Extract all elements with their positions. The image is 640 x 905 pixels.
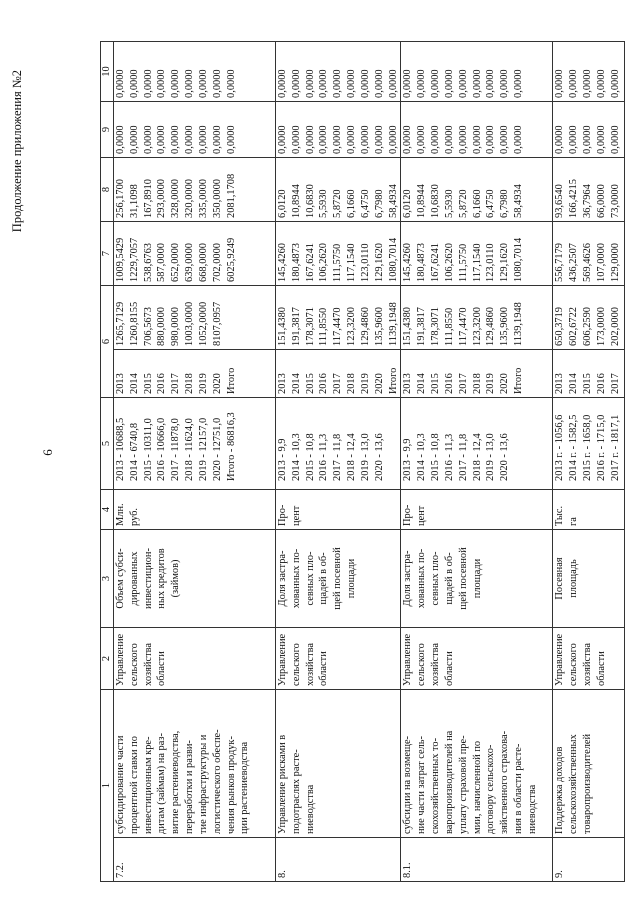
item-regional: 256,1700 31,1098 167,8910 293,0000 328,0000 320,0000 335,0000 350,0000 2081,1708 — [114, 157, 276, 221]
item-regional: 93,6540 166,4215 36,7964 66,0000 73,0000 — [553, 157, 625, 221]
col-header-3: 3 — [101, 529, 114, 627]
table-row — [276, 41, 401, 881]
item-unit: Про- цент — [401, 489, 553, 529]
col-header-7: 7 — [101, 221, 114, 285]
table-row — [114, 41, 276, 881]
item-target-values: 2013 - 10688,5 2014 - 6740,8 2015 - 10311,0 2016 - 10666,0 2017 - 11878,0 2018 - 11624,0 2019 - 12157,0 2020 - 12751,0 Итого - 86816,3 — [114, 397, 276, 489]
item-name: Управление рисками в подотраслях расте- ниеводства — [276, 689, 401, 837]
item-indicator: Доля застра- хованных по- севных пло- щадей в об- щей посевной площади — [276, 529, 401, 627]
item-number: 9. — [553, 838, 625, 882]
item-local: 0,0000 0,0000 0,0000 0,0000 0,0000 — [553, 101, 625, 157]
item-other: 0,0000 0,0000 0,0000 0,0000 0,0000 0,0000 0,0000 0,0000 0,0000 — [114, 41, 276, 101]
item-regional: 6,0120 10,8944 10,6830 5,5930 5,8720 6,1660 6,4750 6,7980 58,4934 — [276, 157, 401, 221]
item-total: 151,4380 191,3817 178,3071 111,8550 117,4470 123,3200 129,4860 135,9600 1139,1948 — [401, 285, 553, 349]
item-total: 151,4380 191,3817 178,3071 111,8550 117,4470 123,3200 129,4860 135,9600 1139,1948 — [276, 285, 401, 349]
item-years: 2013 2014 2015 2016 2017 2018 2019 2020 Итого — [401, 349, 553, 397]
item-executor: Управление сельского хозяйства области — [276, 627, 401, 689]
item-years: 2013 2014 2015 2016 2017 — [553, 349, 625, 397]
item-total: 650,3719 602,6722 606,2590 173,0000 202,0000 — [553, 285, 625, 349]
item-name: субсидирование части процентной ставки по инвестиционным кре- дитам (займам) на раз- витие растениеводства, переработки и разви- тие инфраструктуры и логистического обеспе- чения рынков продук- ции растениеводства — [114, 689, 276, 837]
program-table — [100, 41, 625, 882]
item-indicator: Объем субси- дированных инвестицион- ных кредитов (займов) — [114, 529, 276, 627]
page-number: 6 — [40, 449, 55, 456]
item-local: 0,0000 0,0000 0,0000 0,0000 0,0000 0,0000 0,0000 0,0000 0,0000 — [276, 101, 401, 157]
item-federal: 145,4260 180,4873 167,6241 106,2620 111,5750 117,1540 123,0110 129,1620 1080,7014 — [401, 221, 553, 285]
table-row — [401, 41, 553, 881]
item-indicator: Посевная площадь — [553, 529, 625, 627]
item-other: 0,0000 0,0000 0,0000 0,0000 0,0000 — [553, 41, 625, 101]
item-regional: 6,0120 10,8944 10,6830 5,5930 5,8720 6,1660 6,4750 6,7980 58,4934 — [401, 157, 553, 221]
item-name: Поддержка доходов сельскохозяйственных товаропроизводителей — [553, 689, 625, 837]
item-federal: 1009,5429 1229,7057 538,6763 587,0000 652,0000 639,0000 668,0000 702,0000 6025,9249 — [114, 221, 276, 285]
col-header-6: 6 — [101, 285, 114, 397]
item-number: 8. — [276, 838, 401, 882]
item-unit: Млн. руб. — [114, 489, 276, 529]
item-years: 2013 2014 2015 2016 2017 2018 2019 2020 Итого — [114, 349, 276, 397]
item-executor: Управление сельского хозяйства области — [401, 627, 553, 689]
item-unit: Тыс. га — [553, 489, 625, 529]
item-other: 0,0000 0,0000 0,0000 0,0000 0,0000 0,0000 0,0000 0,0000 0,0000 — [276, 41, 401, 101]
item-executor: Управление сельского хозяйства области — [114, 627, 276, 689]
item-target-values: 2013 - 9,9 2014 - 10,3 2015 - 10,8 2016 - 11,3 2017 - 11,8 2018 - 12,4 2019 - 13,0 2020 - 13,6 — [401, 397, 553, 489]
table-row — [553, 41, 625, 881]
item-federal: 556,7179 436,2507 569,4626 107,0000 129,0000 — [553, 221, 625, 285]
item-local: 0,0000 0,0000 0,0000 0,0000 0,0000 0,0000 0,0000 0,0000 0,0000 — [114, 101, 276, 157]
col-header-2: 2 — [101, 627, 114, 689]
item-unit: Про- цент — [276, 489, 401, 529]
item-target-values: 2013 г. - 1056,6 2014 г. - 1582,5 2015 г. - 1658,0 2016 г. - 1715,0 2017 г. - 1817,1 — [553, 397, 625, 489]
item-name: субсидии на возмеще- ние части затрат сель- скохозяйственных то- варопроизводителей на уплату страховой пре- мии, начисленной по договору сельскохо- зяйственного страхова- ния в области расте- ниеводства — [401, 689, 553, 837]
item-executor: Управление сельского хозяйства области — [553, 627, 625, 689]
item-indicator: Доля застра- хованных по- севных пло- щадей в об- щей посевной площади — [401, 529, 553, 627]
item-federal: 145,4260 180,4873 167,6241 106,2620 111,5750 117,1540 123,0110 129,1620 1080,7014 — [276, 221, 401, 285]
col-header-5: 5 — [101, 397, 114, 489]
col-header-10: 10 — [101, 41, 114, 101]
item-number: 7.2. — [114, 838, 276, 882]
col-header-9: 9 — [101, 101, 114, 157]
col-header-8: 8 — [101, 157, 114, 221]
continuation-title: Продолжение приложения №2 — [10, 70, 24, 233]
item-number: 8.1. — [401, 838, 553, 882]
item-local: 0,0000 0,0000 0,0000 0,0000 0,0000 0,0000 0,0000 0,0000 0,0000 — [401, 101, 553, 157]
item-target-values: 2013 - 9,9 2014 - 10,3 2015 - 10,8 2016 - 11,3 2017 - 11,8 2018 - 12,4 2019 - 13,0 2020 - 13,6 — [276, 397, 401, 489]
item-other: 0,0000 0,0000 0,0000 0,0000 0,0000 0,0000 0,0000 0,0000 0,0000 — [401, 41, 553, 101]
col-header-1: 1 — [101, 689, 114, 881]
column-number-row — [101, 41, 114, 881]
col-header-4: 4 — [101, 489, 114, 529]
item-years: 2013 2014 2015 2016 2017 2018 2019 2020 Итого — [276, 349, 401, 397]
item-total: 1265,7129 1260,8155 706,5673 880,0000 980,0000 1003,0000 1052,0000 8107,0957 — [114, 285, 276, 349]
